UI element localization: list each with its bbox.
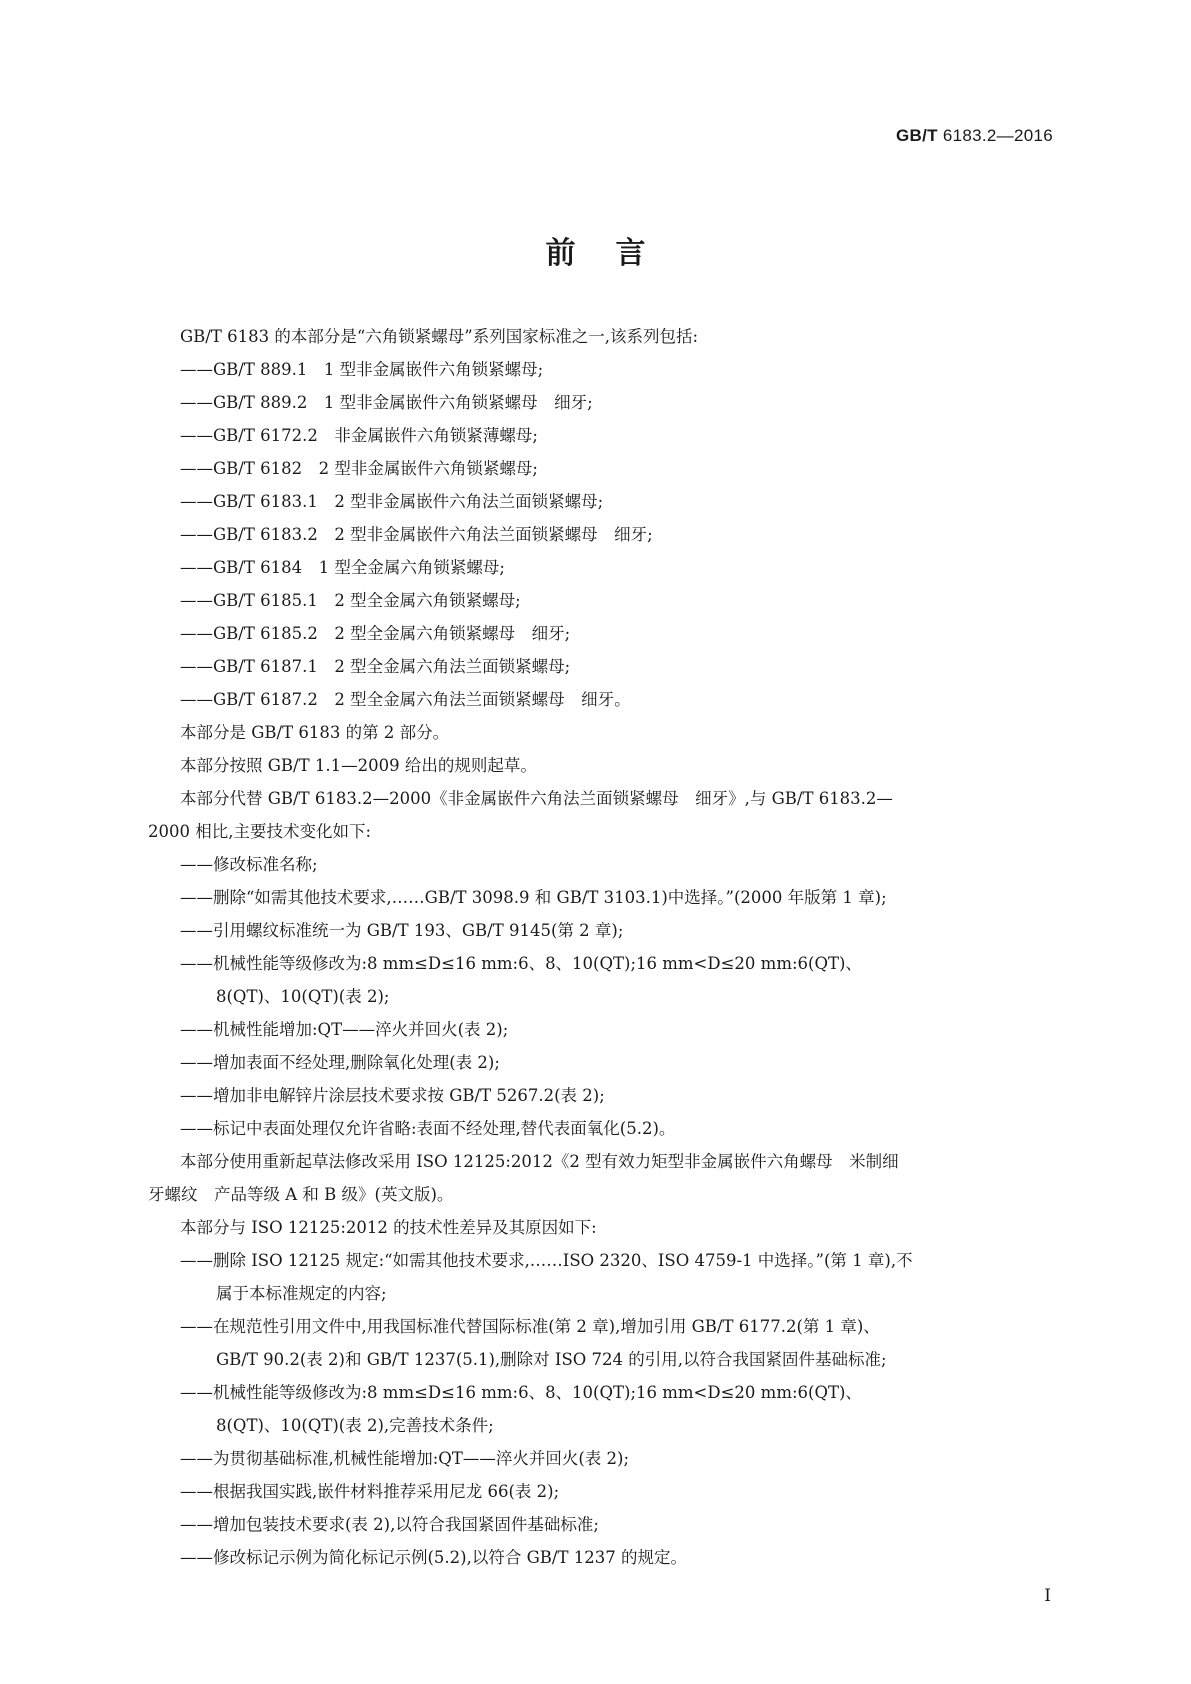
- text-line: ——GB/T 6183.1 2 型非金属嵌件六角法兰面锁紧螺母;: [180, 492, 604, 511]
- text-line: ——GB/T 6184 1 型全金属六角锁紧螺母;: [180, 558, 505, 577]
- foreword-body: [148, 320, 1057, 1574]
- text-line: ——GB/T 6182 2 型非金属嵌件六角锁紧螺母;: [180, 459, 538, 478]
- text-line: ——机械性能增加:QT——淬火并回火(表 2);: [180, 1020, 509, 1039]
- page-title: 前言: [545, 236, 686, 271]
- text-line: ——GB/T 6185.2 2 型全金属六角锁紧螺母 细牙;: [180, 624, 571, 643]
- text-line: GB/T 6183 的本部分是“六角锁紧螺母”系列国家标准之一,该系列包括:: [180, 327, 699, 346]
- text-line: ——引用螺纹标准统一为 GB/T 193、GB/T 9145(第 2 章);: [180, 921, 624, 940]
- text-line: ——GB/T 6187.1 2 型全金属六角法兰面锁紧螺母;: [180, 657, 571, 676]
- text-line: ——GB/T 889.1 1 型非金属嵌件六角锁紧螺母;: [180, 360, 544, 379]
- text-line: ——增加非电解锌片涂层技术要求按 GB/T 5267.2(表 2);: [180, 1086, 605, 1105]
- page-number: I: [1044, 1586, 1051, 1606]
- text-line: ——为贯彻基础标准,机械性能增加:QT——淬火并回火(表 2);: [180, 1449, 630, 1468]
- text-line: 本部分与 ISO 12125:2012 的技术性差异及其原因如下:: [180, 1218, 597, 1237]
- text-line: ——在规范性引用文件中,用我国标准代替国际标准(第 2 章),增加引用 GB/T 6177.2(第 1 章)、: [180, 1317, 880, 1336]
- text-line: ——根据我国实践,嵌件材料推荐采用尼龙 66(表 2);: [180, 1482, 560, 1501]
- standard-prefix: GB/T: [896, 126, 938, 145]
- text-line: ——GB/T 6185.1 2 型全金属六角锁紧螺母;: [180, 591, 521, 610]
- text-line: ——GB/T 6187.2 2 型全金属六角法兰面锁紧螺母 细牙。: [180, 690, 631, 709]
- text-line: ——增加包装技术要求(表 2),以符合我国紧固件基础标准;: [180, 1515, 599, 1534]
- text-line: ——修改标记示例为简化标记示例(5.2),以符合 GB/T 1237 的规定。: [180, 1548, 687, 1567]
- text-line: ——增加表面不经处理,删除氧化处理(表 2);: [180, 1053, 500, 1072]
- text-line: ——标记中表面处理仅允许省略:表面不经处理,替代表面氧化(5.2)。: [180, 1119, 676, 1138]
- text-line: ——GB/T 6172.2 非金属嵌件六角锁紧薄螺母;: [180, 426, 538, 445]
- text-line: 本部分代替 GB/T 6183.2—2000《非金属嵌件六角法兰面锁紧螺母 细牙》,与 GB/T 6183.2—: [180, 789, 893, 808]
- text-line: 8(QT)、10(QT)(表 2);: [216, 987, 390, 1006]
- text-line: 本部分是 GB/T 6183 的第 2 部分。: [180, 723, 450, 742]
- text-line: GB/T 90.2(表 2)和 GB/T 1237(5.1),删除对 ISO 724 的引用,以符合我国紧固件基础标准;: [216, 1350, 887, 1369]
- text-line: ——GB/T 889.2 1 型非金属嵌件六角锁紧螺母 细牙;: [180, 393, 593, 412]
- text-line: 8(QT)、10(QT)(表 2),完善技术条件;: [216, 1416, 494, 1435]
- text-line: 本部分按照 GB/T 1.1—2009 给出的规则起草。: [180, 756, 537, 775]
- text-line: 牙螺纹 产品等级 A 和 B 级》(英文版)。: [148, 1185, 454, 1204]
- text-line: ——删除 ISO 12125 规定:“如需其他技术要求,……ISO 2320、ISO 4759-1 中选择。”(第 1 章),不: [180, 1251, 913, 1270]
- text-line: ——机械性能等级修改为:8 mm≤D≤16 mm:6、8、10(QT);16 mm<D≤20 mm:6(QT)、: [180, 954, 862, 973]
- text-line: ——GB/T 6183.2 2 型非金属嵌件六角法兰面锁紧螺母 细牙;: [180, 525, 653, 544]
- standard-code-header: [896, 126, 1053, 146]
- text-line: ——修改标准名称;: [180, 855, 318, 874]
- text-line: 属于本标准规定的内容;: [216, 1284, 387, 1303]
- text-line: 本部分使用重新起草法修改采用 ISO 12125:2012《2 型有效力矩型非金属嵌件六角螺母 米制细: [180, 1152, 899, 1171]
- text-line: ——机械性能等级修改为:8 mm≤D≤16 mm:6、8、10(QT);16 mm<D≤20 mm:6(QT)、: [180, 1383, 862, 1402]
- text-line: ——删除“如需其他技术要求,……GB/T 3098.9 和 GB/T 3103.1)中选择。”(2000 年版第 1 章);: [180, 888, 887, 907]
- text-line: 2000 相比,主要技术变化如下:: [148, 822, 372, 841]
- standard-number: 6183.2—2016: [942, 126, 1053, 145]
